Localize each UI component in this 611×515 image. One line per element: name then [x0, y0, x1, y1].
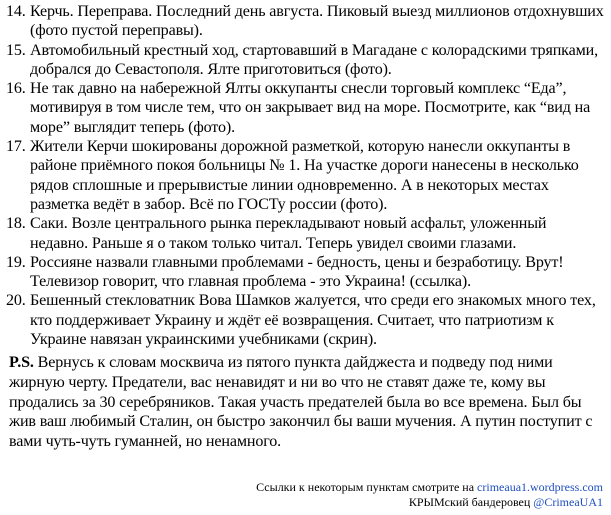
footer-links-text: Ссылки к некоторым пунктам смотрите на — [256, 480, 478, 494]
list-item-14 — [6, 2, 605, 41]
footer-author-line — [409, 495, 603, 509]
item-number: 16. — [6, 80, 26, 98]
footer-site-link[interactable]: crimeaua1.wordpress.com — [477, 480, 603, 494]
footer-author-text: КРЫМский бандеровец — [408, 495, 534, 509]
list-item-18 — [6, 214, 605, 253]
list-item-16 — [6, 79, 605, 137]
list-item-15 — [6, 41, 605, 80]
item-text: Бешенный стекловатник Вова Шамков жалуется, что среди его знакомых много тех, кто поддерживает Украину и ждёт её возвращения. Считает, что патриотизм к Украине навязан украинскими учебниками (скрин). — [30, 292, 596, 349]
item-number: 18. — [6, 215, 26, 233]
postscript-paragraph — [6, 353, 605, 451]
item-number: 15. — [6, 41, 26, 59]
list-item-19 — [6, 253, 605, 292]
item-number: 20. — [6, 292, 26, 310]
item-number: 19. — [6, 253, 26, 271]
postscript-text: Вернусь к словам москвича из пятого пункта дайджеста и подведу под ними жирную черту. Предатели, вас ненавидят и ни во что не ставят даже те, кому вы продались за 30 серебряников. Такая участь предателей была во все времена. Был бы жив ваш любимый Сталин, он быстро закончил бы ваши мучения. А путин поступит с вами чуть-чуть гуманней, но ненамного. — [9, 354, 593, 450]
postscript-label: P.S. — [9, 354, 34, 372]
item-text: Автомобильный крестный ход, стартовавший в Магадане с колорадскими тряпками, добрался до Севастополя. Ялте приготовиться (фото). — [30, 41, 598, 78]
footer-links-line — [256, 480, 603, 494]
item-text: Жители Керчи шокированы дорожной разметкой, которую нанесли оккупанты в районе приёмного покоя больницы № 1. На участке дороги нанесены в несколько рядов сплошные и прерывистые линии одновременно. А в некоторых местах разметка ведёт в забор. Всё по ГОСТу россии (фото). — [30, 138, 579, 213]
item-text: Керчь. Переправа. Последний день августа. Пиковый выезд миллионов отдохнувших (фото пустой переправы). — [30, 3, 604, 40]
footer-twitter-link[interactable]: @CrimeaUA1 — [533, 495, 603, 509]
item-text: Россияне назвали главными проблемами - бедность, цены и безработицу. Врут! Телевизор говорит, что главная проблема - это Украина! (ссылка). — [30, 253, 564, 291]
item-number: 14. — [6, 3, 26, 20]
list-item-17 — [6, 137, 605, 214]
item-number: 17. — [6, 138, 26, 156]
item-text: Не так давно на набережной Ялты оккупанты снесли торговый комплекс “Еда”, мотивируя в том числе тем, что он закрывает вид на море. Посмотрите, как “вид на море” выглядит теперь (фото). — [30, 80, 591, 136]
list-item-20 — [6, 291, 605, 349]
item-text: Саки. Возле центрального рынка перекладывают новый асфальт, уложенный недавно. Раньше я о таком только читал. Теперь увидел своими глазами. — [30, 215, 547, 252]
